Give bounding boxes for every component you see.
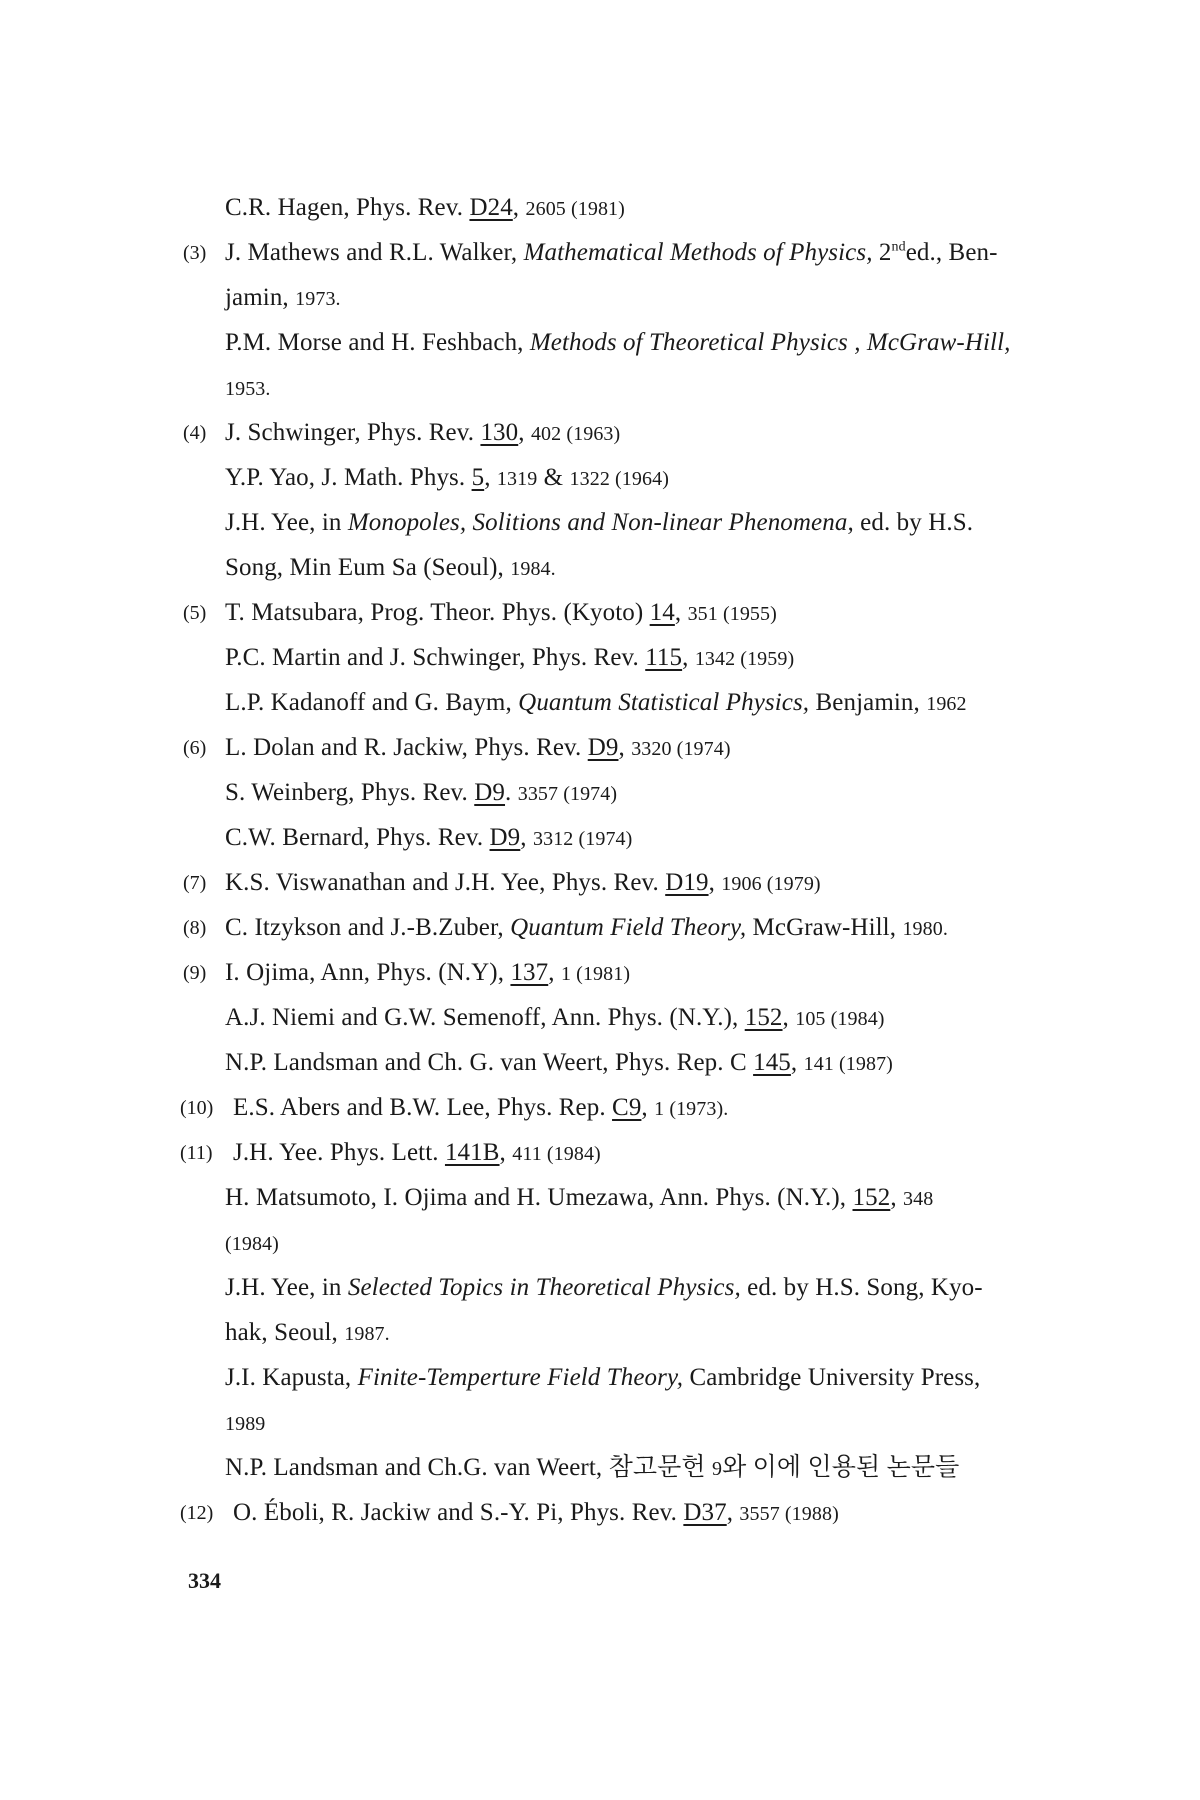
reference-text: & <box>537 464 570 491</box>
volume-number: 130 <box>480 419 519 446</box>
reference-text: , <box>641 1094 655 1121</box>
reference-text: , <box>618 734 632 761</box>
reference-text: 348 <box>903 1188 934 1210</box>
reference-number: (9) <box>183 962 207 984</box>
reference-title: Selected Topics in Theoretical Physics, <box>347 1274 741 1301</box>
reference-line <box>225 597 777 630</box>
reference-text: T. Matsubara, Prog. Theor. Phys. (Kyoto) <box>225 599 650 626</box>
reference-text: J.H. Yee. Phys. Lett. <box>233 1139 445 1166</box>
reference-line <box>233 1497 839 1530</box>
reference-number: (11) <box>180 1142 213 1164</box>
reference-text: K.S. Viswanathan and J.H. Yee, Phys. Rev. <box>225 869 666 896</box>
reference-text: C.W. Bernard, Phys. Rev. <box>225 824 490 851</box>
volume-number: D9 <box>489 824 521 851</box>
reference-text: 1 (1973). <box>654 1098 729 1120</box>
reference-line <box>225 552 556 585</box>
reference-line <box>225 1452 959 1485</box>
reference-text: ed., Ben- <box>905 239 998 266</box>
reference-text: nd <box>891 239 906 255</box>
reference-text: Cambridge University Press, <box>683 1364 981 1391</box>
reference-text: 2 <box>872 239 892 266</box>
volume-number: 5 <box>471 464 485 491</box>
reference-number: (6) <box>183 737 207 759</box>
reference-title: Quantum Field Theory, <box>510 914 747 941</box>
reference-text: 1980. <box>902 918 948 940</box>
volume-number: 152 <box>852 1184 891 1211</box>
reference-line <box>225 822 632 855</box>
reference-line <box>225 867 821 900</box>
reference-text: J.H. Yee, in <box>225 1274 348 1301</box>
reference-text: , <box>484 464 497 491</box>
page-number: 334 <box>188 1568 221 1593</box>
reference-text: , <box>518 419 531 446</box>
reference-number: (12) <box>180 1502 214 1524</box>
reference-text: 1962 <box>926 693 967 715</box>
reference-text: 3557 (1988) <box>739 1503 839 1525</box>
reference-text: , <box>512 194 526 221</box>
volume-number: D9 <box>587 734 619 761</box>
volume-number: D37 <box>683 1499 727 1526</box>
reference-line <box>225 1182 933 1215</box>
reference-text: (1984) <box>225 1233 279 1255</box>
reference-text: 1984. <box>510 558 556 580</box>
reference-text: 411 (1984) <box>512 1143 601 1165</box>
reference-text: , <box>890 1184 904 1211</box>
reference-text: 351 (1955) <box>687 603 777 625</box>
reference-text: 105 (1984) <box>795 1008 885 1030</box>
volume-number: D19 <box>665 869 709 896</box>
volume-number: D24 <box>469 194 513 221</box>
reference-text: J.I. Kapusta, <box>225 1364 358 1391</box>
reference-line <box>225 687 967 720</box>
reference-text: C.R. Hagen, Phys. Rev. <box>225 194 470 221</box>
reference-line <box>225 732 731 765</box>
reference-line <box>225 1362 980 1394</box>
reference-text: 1 (1981) <box>560 963 631 985</box>
reference-line <box>225 282 341 315</box>
reference-line <box>225 1227 279 1260</box>
reference-text: O. Éboli, R. Jackiw and S.-Y. Pi, Phys. Rev. <box>233 1499 684 1526</box>
reference-title: Mathematical Methods of Physics, <box>523 239 873 266</box>
reference-line <box>225 237 998 269</box>
reference-text: , <box>726 1499 740 1526</box>
reference-text: , <box>708 869 722 896</box>
reference-line <box>225 507 973 539</box>
reference-text: H. Matsumoto, I. Ojima and H. Umezawa, Ann. Phys. (N.Y.), <box>225 1184 853 1211</box>
reference-text: 402 (1963) <box>530 423 621 445</box>
reference-text: , <box>548 959 561 986</box>
reference-title: Quantum Statistical Physics, <box>518 689 810 716</box>
reference-line <box>225 417 620 450</box>
reference-line <box>225 462 669 495</box>
reference-number: (10) <box>180 1097 214 1119</box>
reference-text: P.C. Martin and J. Schwinger, Phys. Rev. <box>225 644 646 671</box>
reference-text: , <box>682 644 695 671</box>
reference-text: 1906 (1979) <box>721 873 821 895</box>
reference-text: 141 (1987) <box>803 1053 893 1075</box>
reference-line <box>225 372 271 405</box>
reference-number: (3) <box>183 242 207 264</box>
volume-number: 141B <box>444 1139 500 1166</box>
volume-number: 115 <box>645 644 683 671</box>
reference-text: Benjamin, <box>809 689 927 716</box>
reference-text: 1322 (1964) <box>569 468 669 490</box>
reference-number: (4) <box>183 422 207 444</box>
reference-text: C. Itzykson and J.-B.Zuber, <box>225 914 511 941</box>
reference-text: 3312 (1974) <box>533 828 633 850</box>
reference-line <box>225 1317 390 1350</box>
reference-text: J. Mathews and R.L. Walker, <box>225 239 524 266</box>
reference-text: ed. by H.S. Song, Kyo- <box>740 1274 983 1301</box>
reference-text: L.P. Kadanoff and G. Baym, <box>225 689 519 716</box>
reference-number: (7) <box>183 872 207 894</box>
reference-text: 1989 <box>225 1413 266 1435</box>
reference-text: 1973. <box>295 288 341 310</box>
reference-line <box>225 1047 893 1080</box>
reference-text: 2605 (1981) <box>525 198 625 220</box>
reference-line <box>225 192 625 225</box>
reference-title: Methods of Theoretical Physics , McGraw-Hill, <box>529 329 1011 356</box>
reference-text: 9 <box>711 1458 723 1480</box>
reference-text: E.S. Abers and B.W. Lee, Phys. Rep. <box>233 1094 613 1121</box>
reference-text: 3320 (1974) <box>631 738 731 760</box>
reference-text: hak, Seoul, <box>225 1319 345 1346</box>
reference-text: L. Dolan and R. Jackiw, Phys. Rev. <box>225 734 588 761</box>
reference-text: 3357 (1974) <box>517 783 618 805</box>
reference-line <box>233 1092 728 1125</box>
reference-text: . <box>505 779 518 806</box>
reference-line <box>225 1407 265 1440</box>
volume-number: 14 <box>649 599 675 626</box>
reference-line <box>225 777 617 810</box>
reference-text: P.M. Morse and H. Feshbach, <box>225 329 530 356</box>
reference-text: Y.P. Yao, J. Math. Phys. <box>225 464 472 491</box>
reference-line <box>225 957 630 990</box>
reference-text: S. Weinberg, Phys. Rev. <box>225 779 475 806</box>
reference-title: Finite-Temperture Field Theory, <box>357 1364 684 1391</box>
reference-text: , <box>520 824 533 851</box>
reference-text: , <box>790 1049 804 1076</box>
reference-text: jamin, <box>225 284 296 311</box>
reference-title: Monopoles, Solitions and Non-linear Phenomena, <box>347 509 854 536</box>
reference-line <box>225 642 794 675</box>
reference-line <box>225 327 1010 359</box>
reference-text: N.P. Landsman and Ch. G. van Weert, Phys. Rep. C <box>225 1049 754 1076</box>
reference-text: 1319 <box>496 468 538 490</box>
reference-text: ed. by H.S. <box>853 509 974 536</box>
reference-number: (8) <box>183 917 207 939</box>
reference-text: I. Ojima, Ann, Phys. (N.Y), <box>225 959 511 986</box>
reference-number: (5) <box>183 602 207 624</box>
reference-text: , <box>674 599 688 626</box>
reference-text: 1342 (1959) <box>694 648 795 670</box>
reference-text: McGraw-Hill, <box>746 914 903 941</box>
reference-line <box>225 1272 983 1304</box>
volume-number: 152 <box>744 1004 783 1031</box>
reference-text: , <box>499 1139 513 1166</box>
volume-number: 137 <box>510 959 549 986</box>
volume-number: 145 <box>753 1049 791 1076</box>
reference-text: J. Schwinger, Phys. Rev. <box>225 419 481 446</box>
reference-text: 1987. <box>344 1323 390 1345</box>
reference-text: Song, Min Eum Sa (Seoul), <box>225 554 511 581</box>
reference-text: A.J. Niemi and G.W. Semenoff, Ann. Phys. (N.Y.), <box>225 1004 745 1031</box>
reference-text: J.H. Yee, in <box>225 509 348 536</box>
reference-text: 1953. <box>225 378 271 400</box>
reference-line <box>225 912 948 945</box>
reference-line <box>233 1137 601 1170</box>
reference-text: 와 이에 인용된 논문들 <box>722 1454 960 1481</box>
volume-number: C9 <box>612 1094 642 1121</box>
reference-line <box>225 1002 885 1035</box>
volume-number: D9 <box>474 779 506 806</box>
reference-text: , <box>782 1004 796 1031</box>
reference-text: N.P. Landsman and Ch.G. van Weert, 참고문헌 <box>225 1454 712 1481</box>
